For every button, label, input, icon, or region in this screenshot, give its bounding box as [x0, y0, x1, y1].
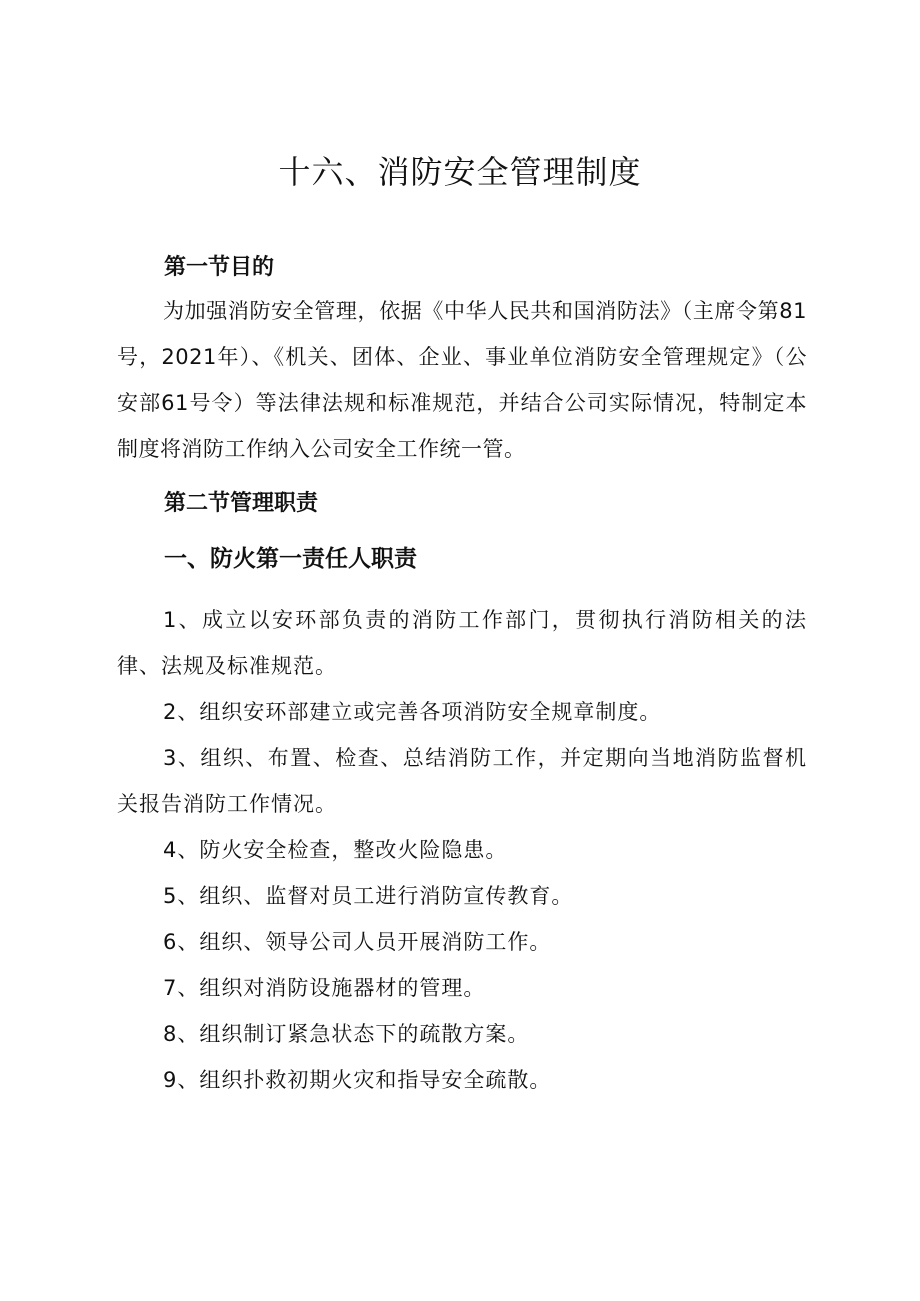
list-item: 4、防火安全检查，整改火险隐患。 [163, 838, 508, 862]
list-item: 8、组织制订紧急状态下的疏散方案。 [163, 1022, 530, 1046]
section-heading-purpose: 第一节目的 [164, 255, 275, 280]
list-item: 2、组织安环部建立或完善各项消防安全规章制度。 [163, 700, 662, 724]
subsection-heading-fire-officer: 一、防火第一责任人职责 [164, 546, 417, 572]
list-item: 1、成立以安环部负责的消防工作部门，贯彻执行消防相关的法律、法规及标准规范。 [117, 608, 807, 678]
list-item: 9、组织扑救初期火灾和指导安全疏散。 [163, 1068, 552, 1092]
list-item: 3、组织、布置、检查、总结消防工作，并定期向当地消防监督机关报告消防工作情况。 [117, 746, 807, 816]
list-item: 5、组织、监督对员工进行消防宣传教育。 [163, 884, 574, 908]
list-item: 7、组织对消防设施器材的管理。 [163, 976, 486, 1000]
purpose-paragraph: 为加强消防安全管理，依据《中华人民共和国消防法》（主席令第81号，2021年）、《机关、团体、企业、事业单位消防安全管理规定》（公安部61号令）等法律法规和标准规范，并结合公司实际情况，特制定本制度将消防工作纳入公司安全工作统一管。 [117, 299, 807, 461]
document-title: 十六、消防安全管理制度 [278, 153, 642, 191]
list-item: 6、组织、领导公司人员开展消防工作。 [163, 930, 552, 954]
section-heading-responsibilities: 第二节管理职责 [164, 491, 319, 516]
